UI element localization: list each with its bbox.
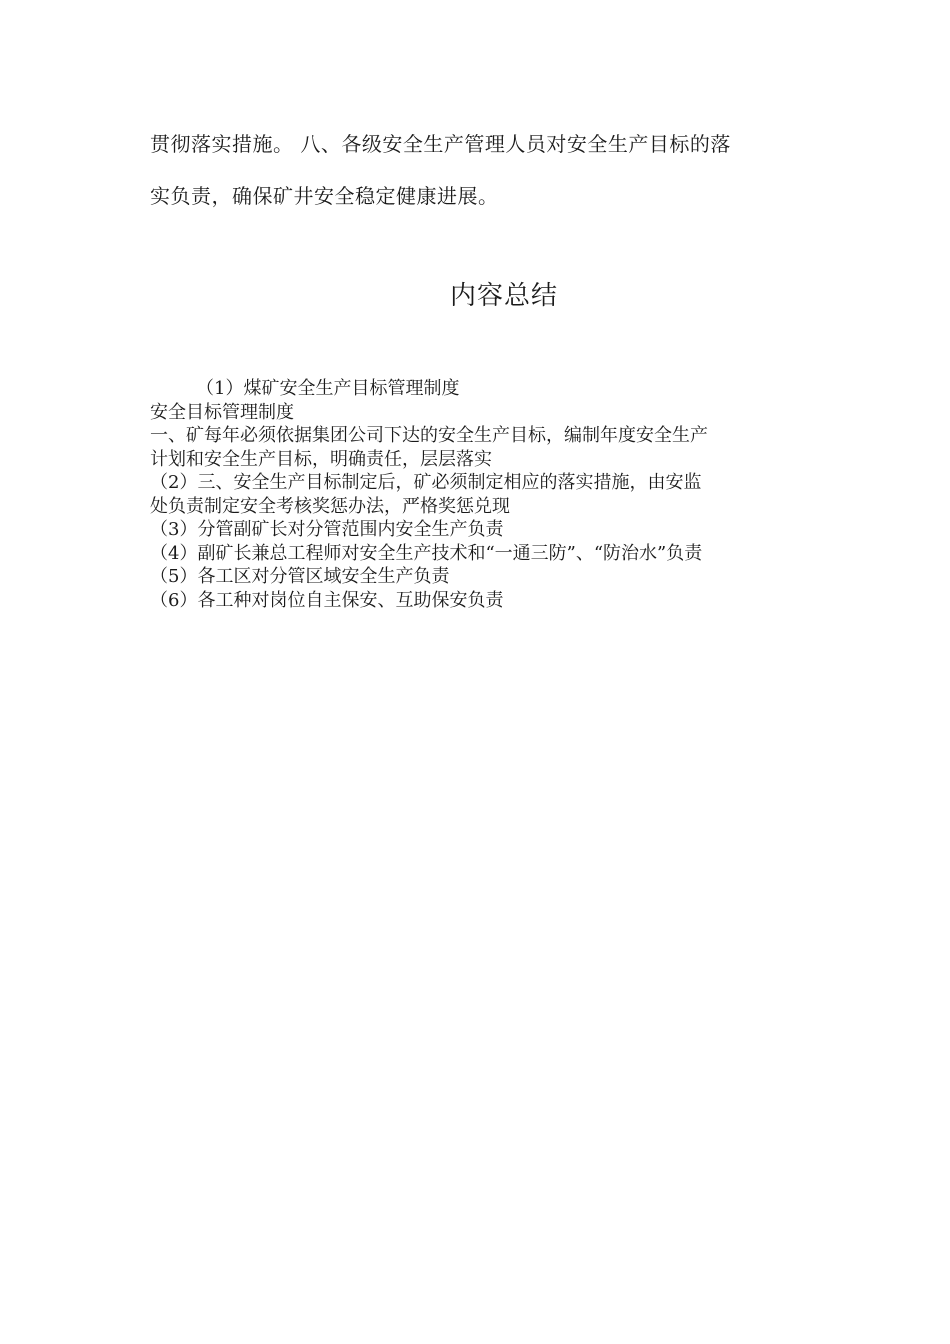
- summary-heading: [0, 278, 950, 314]
- summary-line-10: （6）各工种对岗位自主保安、互助保安负责: [150, 589, 504, 611]
- summary-line-6: 处负责制定安全考核奖惩办法，严格奖惩兑现: [150, 495, 510, 517]
- summary-line-8: （4）副矿长兼总工程师对安全生产技术和“一通三防”、“防治水”负责: [150, 542, 703, 564]
- summary-line-5: （2）三、安全生产目标制定后，矿必须制定相应的落实措施，由安监: [150, 472, 702, 493]
- intro-line-2: 实负责，确保矿井安全稳定健康进展。: [150, 184, 499, 208]
- summary-line-4: 计划和安全生产目标，明确责任，层层落实: [150, 448, 492, 470]
- summary-line-2: 安全目标管理制度: [150, 401, 294, 423]
- summary-title: 内容总结: [449, 281, 558, 311]
- intro-paragraph: [150, 118, 810, 222]
- summary-line-9: （5）各工区对分管区域安全生产负责: [150, 566, 450, 587]
- summary-line-3: 一、矿每年必须依据集团公司下达的安全生产目标，编制年度安全生产: [150, 425, 708, 446]
- intro-line-1: 贯彻落实措施。 八、各级安全生产管理人员对安全生产目标的落: [150, 132, 731, 156]
- summary-body: [150, 377, 810, 612]
- summary-line-1: （1）煤矿安全生产目标管理制度: [196, 378, 460, 399]
- summary-line-7: （3）分管副矿长对分管范围内安全生产负责: [150, 519, 504, 540]
